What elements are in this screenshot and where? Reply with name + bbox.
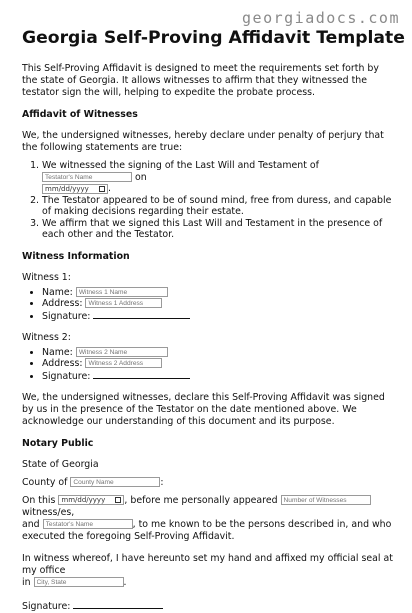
witness-2-name-label: Name:: [42, 346, 73, 358]
statement-1-end: .: [108, 183, 111, 194]
witness-1-address-label: Address:: [42, 297, 83, 309]
notary-state: State of Georgia: [22, 458, 99, 470]
affidavit-lead: We, the undersigned witnesses, hereby declare under penalty of perjury that the following statements are true:: [22, 130, 384, 153]
witness-whereof-text: In witness whereof, I have hereunto set my hand and affixed my official seal at my office: [22, 552, 393, 576]
notary-heading: Notary Public: [22, 437, 94, 449]
statement-1-on: on: [134, 171, 147, 183]
witness-2-name-row: [42, 347, 394, 358]
notary-date-placeholder: mm/dd/yyyy: [61, 496, 106, 504]
witness-1-address-row: [42, 298, 394, 309]
witness-1-signature-line[interactable]: [93, 309, 190, 319]
witness-1-signature-row: [42, 309, 394, 322]
witness-whereof-row: [22, 553, 394, 589]
county-colon: :: [160, 476, 164, 488]
notary-testator-field[interactable]: [43, 519, 133, 529]
witness-1-name-field[interactable]: [76, 287, 168, 297]
witness-1-signature-label: Signature:: [42, 310, 91, 322]
witness-2-fields: [22, 347, 394, 382]
witness-1-name-row: [42, 287, 394, 298]
will-date-placeholder: mm/dd/yyyy: [45, 184, 89, 193]
county-label: County of: [22, 476, 68, 488]
witness-2-address-label: Address:: [42, 357, 83, 369]
statement-1-text: We witnessed the signing of the Last Will and Testament of: [42, 160, 319, 171]
witness-1-fields: [22, 287, 394, 322]
executed-text: executed the foregoing Self-Proving Affidavit.: [22, 530, 235, 542]
county-row: [22, 477, 394, 489]
affidavit-statements: [22, 160, 394, 241]
witness-1-name-label: Name:: [42, 286, 73, 298]
will-date-field[interactable]: [42, 184, 108, 194]
notary-signature-line[interactable]: [73, 599, 163, 609]
witness-2-label: Witness 2:: [22, 331, 71, 343]
notary-signature-label: Signature:: [22, 600, 71, 612]
witness-2-address-field[interactable]: [85, 358, 162, 368]
county-field[interactable]: [70, 477, 160, 487]
site-watermark: georgiadocs.com: [242, 9, 400, 27]
calendar-icon[interactable]: [99, 186, 105, 192]
document-page: [22, 28, 405, 613]
affidavit-heading: Affidavit of Witnesses: [22, 109, 138, 120]
known-text: , to me known to be the persons described in, and who: [132, 518, 392, 530]
testator-name-field[interactable]: [42, 172, 132, 182]
on-this-text: On this: [22, 494, 56, 506]
in-text: in: [22, 576, 31, 588]
city-state-field[interactable]: [34, 577, 124, 587]
witness-2-signature-line[interactable]: [93, 369, 190, 379]
statement-1: [42, 160, 394, 195]
declaration-paragraph: We, the undersigned witnesses, declare this Self-Proving Affidavit was signed by us in the presence of the Testator on the date mentioned above. We acknowledge our understanding of this document and its purpose.: [22, 391, 385, 427]
witness-2-signature-label: Signature:: [42, 370, 91, 382]
witness-1-label: Witness 1:: [22, 271, 71, 283]
appeared-text: , before me personally appeared: [124, 494, 278, 506]
statement-2: 2. The Testator appeared to be of sound mind, free from duress, and capable of making decisions regarding their estate.: [42, 195, 394, 218]
and-text: and: [22, 518, 40, 530]
intro-paragraph: This Self-Proving Affidavit is designed to meet the requirements set forth by the state of Georgia. It allows witnesses to affirm that they witnessed the testator sign the will, helping to expedite the probate process.: [22, 63, 379, 98]
calendar-icon[interactable]: [115, 497, 121, 503]
notary-date-field[interactable]: [58, 495, 124, 505]
page-title: Georgia Self-Proving Affidavit Template: [22, 28, 405, 48]
notary-signature-row: [22, 599, 394, 613]
statement-3: 3. We affirm that we signed this Last Will and Testament in the presence of each other and the Testator.: [42, 218, 394, 241]
city-period: .: [123, 576, 127, 588]
witness-2-signature-row: [42, 369, 394, 382]
witness-1-address-field[interactable]: [85, 298, 162, 308]
witnesses-suffix: witness/es,: [22, 506, 75, 518]
witness-2-name-field[interactable]: [76, 347, 168, 357]
notary-statement: [22, 495, 394, 543]
witness-2-address-row: [42, 358, 394, 369]
witness-info-heading: Witness Information: [22, 250, 130, 262]
witness-count-field[interactable]: [281, 495, 371, 505]
